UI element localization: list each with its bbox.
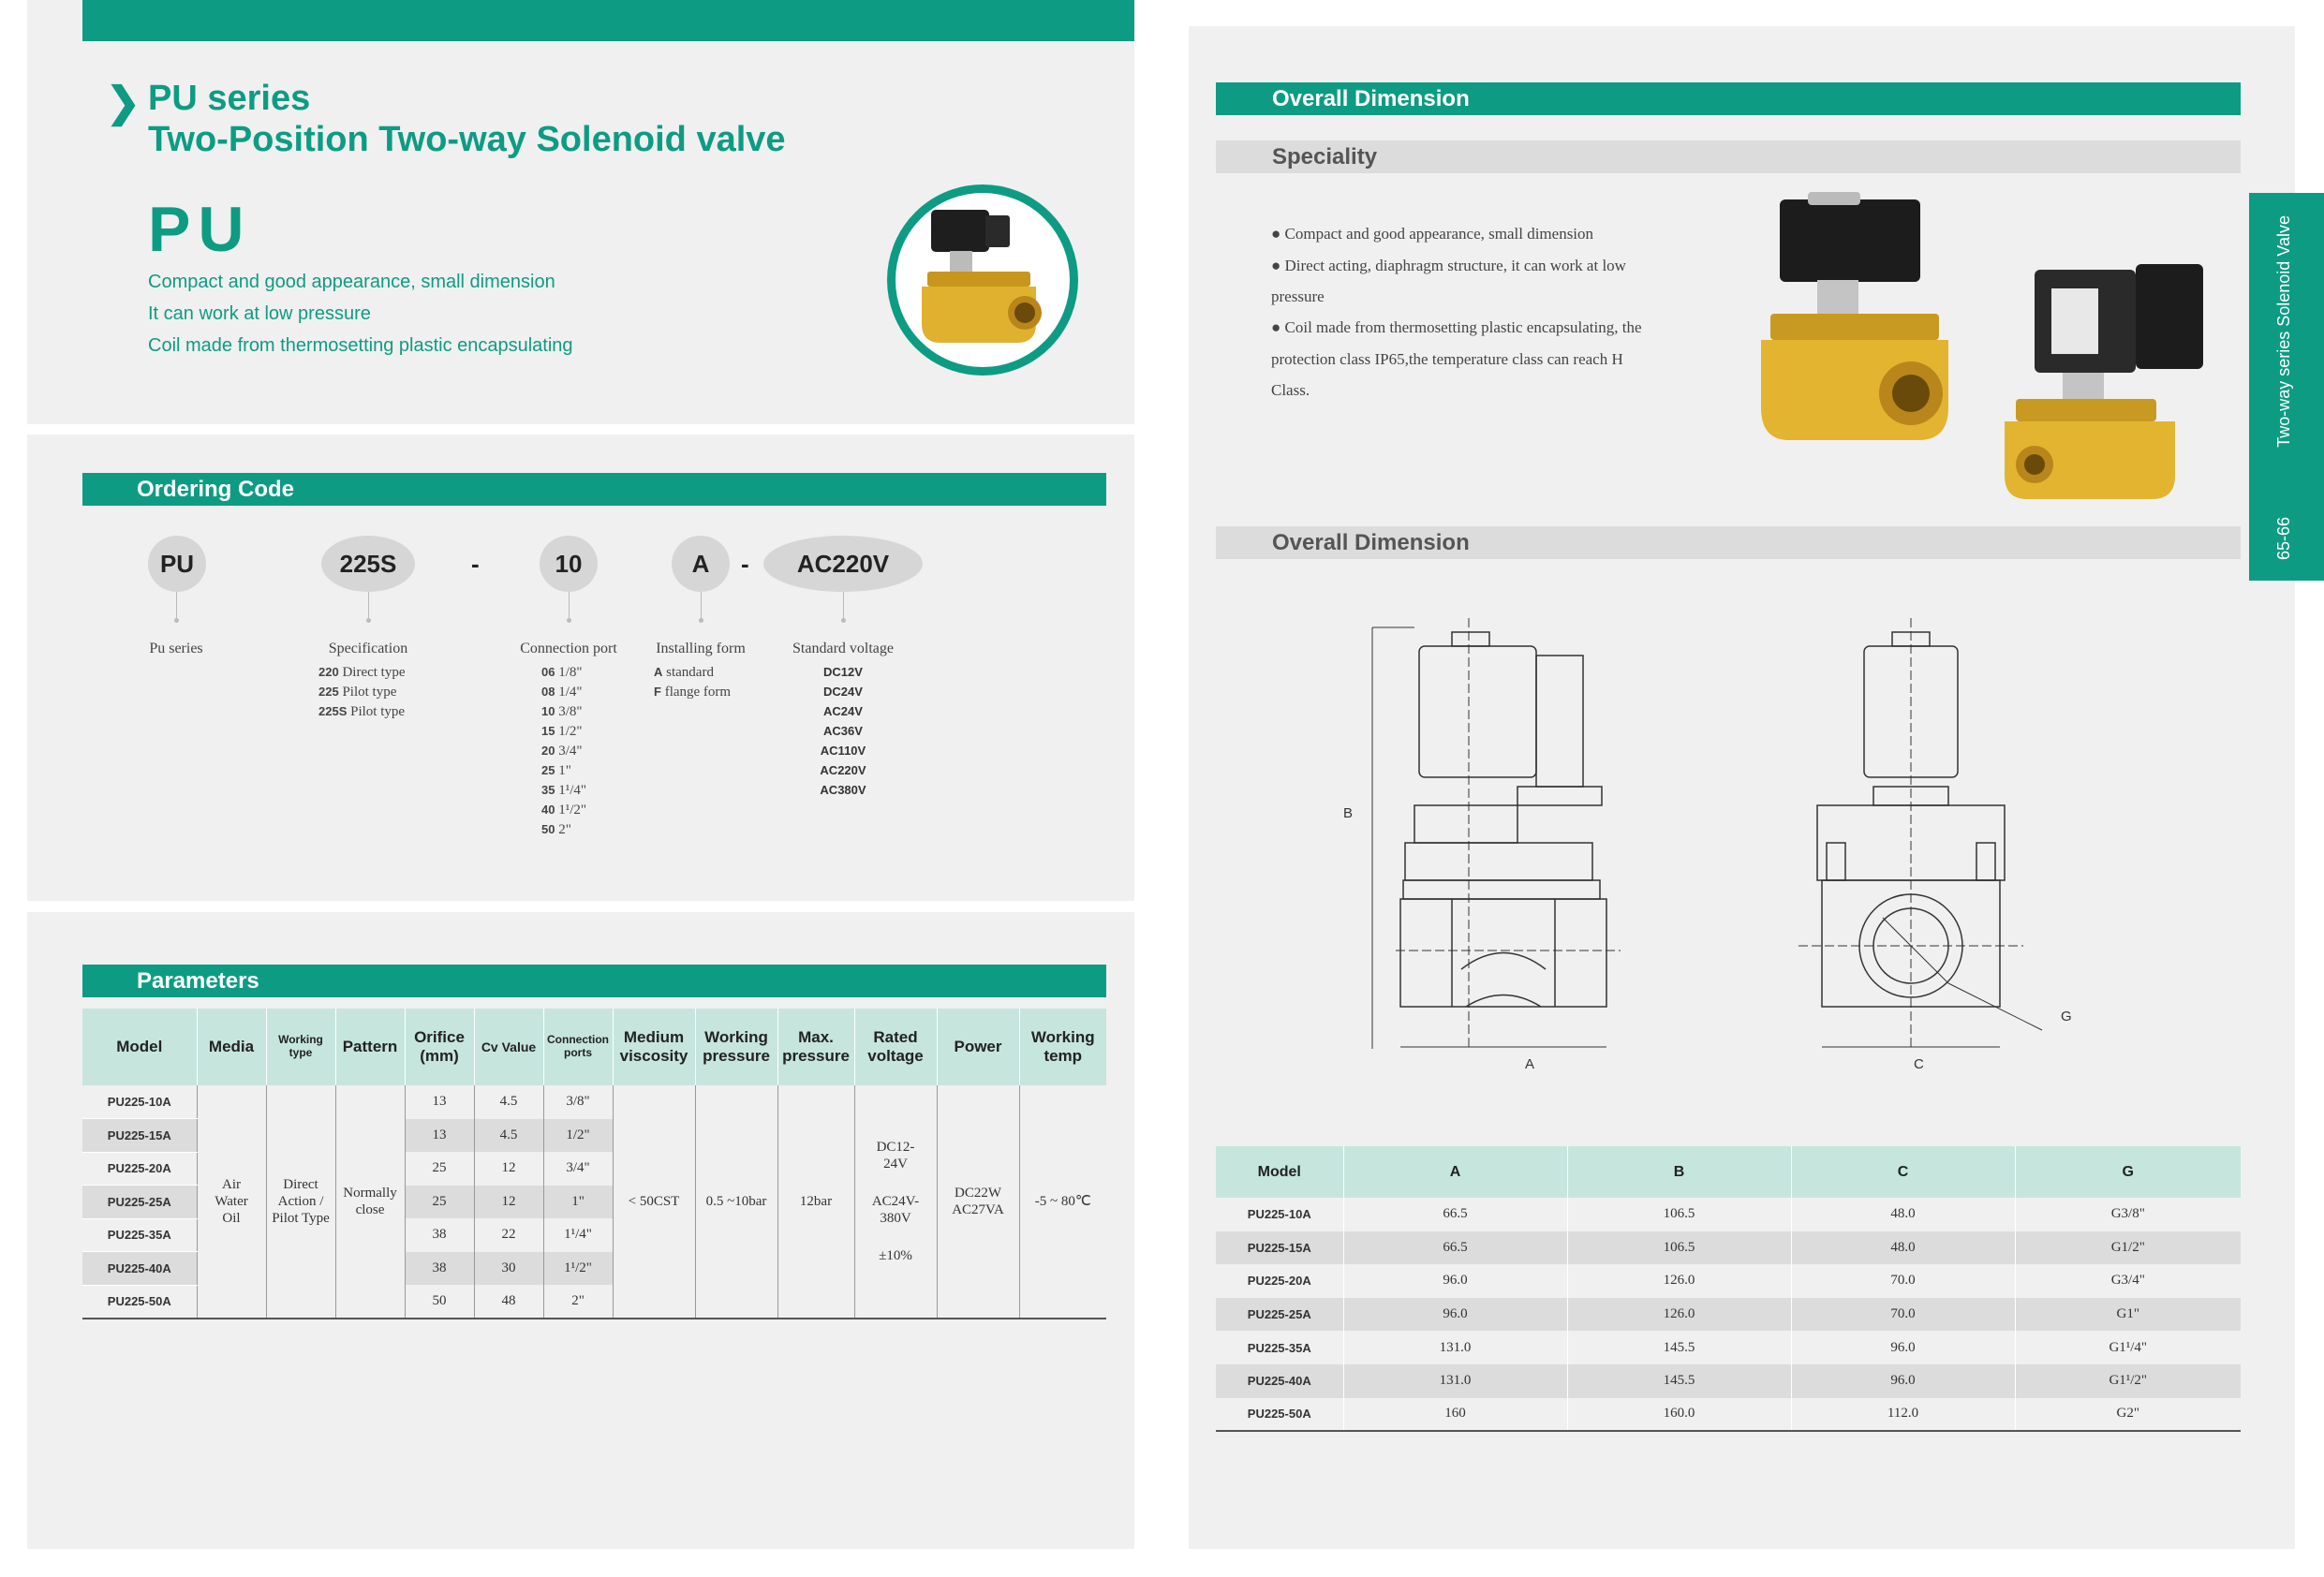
feature-line: It can work at low pressure — [148, 303, 371, 324]
table-row — [1216, 1298, 2241, 1332]
cell-model: PU225-25A — [82, 1186, 197, 1219]
spec-option — [318, 704, 405, 720]
table-row — [1216, 1231, 2241, 1265]
cell-working-pressure: 0.5 ~10bar — [695, 1085, 777, 1319]
table-row — [1216, 1264, 2241, 1298]
cell-cv: 48 — [474, 1285, 543, 1319]
label-voltage: Standard voltage — [792, 641, 894, 656]
cell-working-type — [266, 1085, 335, 1319]
th-max-pressure: Max. pressure — [777, 1009, 854, 1085]
cell-model: PU225-35A — [82, 1218, 197, 1252]
voltage-option: AC380V — [820, 783, 866, 797]
option-label: standard — [666, 665, 714, 680]
table-row — [1216, 1198, 2241, 1231]
cell-orifice: 13 — [405, 1085, 474, 1119]
dimension-drawing — [1330, 599, 2098, 1086]
th-cv: Cv Value — [474, 1009, 543, 1085]
cell-media — [197, 1085, 266, 1319]
option-code: 25 — [541, 763, 555, 777]
connector-line — [176, 592, 177, 620]
cell-model: PU225-10A — [1216, 1198, 1343, 1231]
product-code: PU — [148, 194, 252, 265]
cell-model: PU225-15A — [82, 1119, 197, 1153]
cell-a: 66.5 — [1343, 1198, 1567, 1231]
cell-rated-voltage-line: 380V — [880, 1210, 911, 1226]
option-code: 225S — [318, 704, 348, 718]
option-label: Pilot type — [342, 685, 397, 700]
cell-g: G1¹/2" — [2015, 1364, 2241, 1398]
th-dim-model: Model — [1216, 1146, 1343, 1198]
th-working-type: Working type — [266, 1009, 335, 1085]
connector-line — [569, 592, 570, 620]
connector-line — [701, 592, 702, 620]
spec-option — [318, 685, 396, 700]
cell-media-line: Oil — [222, 1210, 241, 1226]
option-label: 1/4" — [558, 685, 583, 700]
option-code: A — [654, 665, 663, 679]
valve-image — [896, 193, 1070, 367]
code-dash: - — [741, 550, 749, 578]
cell-c: 70.0 — [1791, 1264, 2015, 1298]
table-row — [82, 1085, 1106, 1119]
cell-port: 1¹/2" — [543, 1252, 613, 1286]
hero-top-bar — [82, 0, 1134, 41]
cell-cv: 22 — [474, 1218, 543, 1252]
port-option — [541, 685, 583, 700]
cell-model: PU225-35A — [1216, 1331, 1343, 1364]
connector-dot — [174, 618, 179, 623]
cell-cv: 12 — [474, 1186, 543, 1219]
install-option — [654, 665, 714, 681]
cell-a: 160 — [1343, 1398, 1567, 1432]
port-option — [541, 665, 583, 681]
cell-orifice: 38 — [405, 1252, 474, 1286]
speciality-line: protection class IP65,the temperature class can reach H — [1271, 350, 1623, 368]
th-model: Model — [82, 1009, 197, 1085]
cell-b: 145.5 — [1567, 1331, 1791, 1364]
table-row — [1216, 1398, 2241, 1432]
cell-a: 131.0 — [1343, 1331, 1567, 1364]
connector-dot — [699, 618, 703, 623]
feature-line: Coil made from thermosetting plastic encapsulating — [148, 335, 573, 356]
cell-g: G2" — [2015, 1398, 2241, 1432]
feature-line: Compact and good appearance, small dimension — [148, 272, 555, 292]
cell-a: 96.0 — [1343, 1264, 1567, 1298]
cell-rated-voltage-line: ±10% — [879, 1247, 912, 1263]
parameters-body — [82, 1085, 1106, 1319]
code-pill-voltage: AC220V — [763, 536, 923, 592]
voltage-option: AC110V — [820, 744, 866, 758]
option-code: 50 — [541, 822, 555, 836]
port-option — [541, 763, 571, 779]
cell-model: PU225-40A — [1216, 1364, 1343, 1398]
cell-a: 66.5 — [1343, 1231, 1567, 1265]
cell-max-pressure: 12bar — [777, 1085, 854, 1319]
cell-cv: 4.5 — [474, 1119, 543, 1153]
th-dim-b: B — [1567, 1146, 1791, 1198]
cell-g: G3/8" — [2110, 1206, 2145, 1222]
cell-rated-voltage-line: DC12- — [876, 1139, 915, 1155]
cell-orifice: 50 — [405, 1285, 474, 1319]
cell-g: G3/4" — [2110, 1273, 2145, 1289]
option-code: 10 — [541, 704, 555, 718]
cell-media-line: Air — [222, 1176, 241, 1192]
dimension-table — [1216, 1146, 2241, 1432]
ordering-heading: Ordering Code — [82, 473, 1106, 506]
cell-g: G1/2" — [2015, 1231, 2241, 1265]
port-option — [541, 704, 583, 720]
code-dash: - — [471, 550, 480, 578]
cell-c: 96.0 — [1791, 1331, 2015, 1364]
option-code: 06 — [541, 665, 555, 679]
cell-a: 131.0 — [1343, 1364, 1567, 1398]
option-label: 1/2" — [558, 724, 583, 739]
connector-dot — [841, 618, 846, 623]
speciality-heading: Speciality — [1216, 140, 2241, 173]
dimension-heading: Overall Dimension — [1216, 526, 2241, 559]
option-label: 3/4" — [558, 744, 583, 759]
cell-g: G1" — [2015, 1298, 2241, 1332]
th-working-pressure: Working pressure — [695, 1009, 777, 1085]
cell-model: PU225-20A — [82, 1152, 197, 1186]
cell-rated-voltage-line: 24V — [883, 1156, 908, 1172]
cell-c: 48.0 — [1791, 1198, 2015, 1231]
cell-c: 112.0 — [1791, 1398, 2015, 1432]
cell-cv: 12 — [474, 1152, 543, 1186]
option-label: flange form — [664, 685, 732, 700]
th-media: Media — [197, 1009, 266, 1085]
connector-dot — [366, 618, 371, 623]
cell-power-line: DC22W — [955, 1185, 1001, 1201]
dim-label-a: A — [1525, 1056, 1535, 1072]
cell-b: 126.0 — [1567, 1298, 1791, 1332]
port-option — [541, 822, 571, 838]
label-spec: Specification — [328, 641, 408, 656]
cell-model: PU225-10A — [82, 1085, 197, 1119]
th-pattern: Pattern — [335, 1009, 405, 1085]
label-series: Pu series — [149, 641, 203, 656]
dimension-body — [1216, 1198, 2241, 1431]
cell-g: G1¹/4" — [2109, 1339, 2148, 1355]
valve-photo-front — [1752, 183, 1958, 450]
cell-media-line: Water — [215, 1193, 248, 1209]
cell-rated-voltage — [854, 1085, 937, 1319]
option-label: 1¹/4" — [558, 783, 587, 798]
speciality-line: ● Compact and good appearance, small dimension — [1271, 225, 1594, 243]
connector-line — [368, 592, 369, 620]
option-code: 15 — [541, 724, 555, 738]
option-label: 1¹/2" — [558, 803, 587, 818]
option-label: 2" — [558, 822, 571, 837]
th-viscosity: Medium viscosity — [613, 1009, 695, 1085]
option-code: F — [654, 685, 661, 699]
cell-port: 3/4" — [543, 1152, 613, 1186]
cell-model: PU225-25A — [1216, 1298, 1343, 1332]
code-pill-install: A — [672, 536, 730, 592]
th-working-temp: Working temp — [1019, 1009, 1106, 1085]
speciality-line: Class. — [1271, 381, 1310, 399]
cell-power — [937, 1085, 1019, 1319]
parameters-heading: Parameters — [82, 965, 1106, 997]
series-name: PU series — [148, 79, 311, 118]
overall-dimension-heading: Overall Dimension — [1216, 82, 2241, 115]
cell-orifice: 25 — [405, 1186, 474, 1219]
th-orifice: Orifice (mm) — [405, 1009, 474, 1085]
option-label: 3/8" — [558, 704, 583, 719]
option-label: 1/8" — [558, 665, 583, 680]
dim-label-c: C — [1914, 1056, 1924, 1072]
option-code: 20 — [541, 744, 555, 758]
dim-label-g: G — [2061, 1009, 2072, 1024]
cell-working-temp: -5 ~ 80℃ — [1019, 1085, 1106, 1319]
cell-working-type-line: Pilot Type — [272, 1210, 330, 1226]
chevron-right-icon: ❯ — [106, 80, 141, 125]
option-code: 40 — [541, 803, 555, 817]
cell-c: 96.0 — [1791, 1364, 2015, 1398]
cell-model: PU225-15A — [1216, 1231, 1343, 1265]
port-option — [541, 803, 586, 818]
cell-orifice: 13 — [405, 1119, 474, 1153]
product-image-circle — [887, 184, 1078, 376]
cell-b: 106.5 — [1567, 1198, 1791, 1231]
cell-port: 1/2" — [543, 1119, 613, 1153]
cell-viscosity: < 50CST — [613, 1085, 695, 1319]
speciality-line: pressure — [1271, 287, 1325, 305]
install-option — [654, 685, 731, 700]
option-label: Pilot type — [350, 704, 406, 719]
voltage-option: DC24V — [823, 685, 863, 699]
cell-b: 126.0 — [1567, 1264, 1791, 1298]
speciality-line: ● Coil made from thermosetting plastic encapsulating, the — [1271, 318, 1642, 336]
cell-port: 1" — [543, 1186, 613, 1219]
th-dim-g: G — [2015, 1146, 2241, 1198]
th-dim-a: A — [1343, 1146, 1567, 1198]
cell-rated-voltage-line: AC24V- — [871, 1193, 920, 1209]
cell-orifice: 25 — [405, 1152, 474, 1186]
cell-model: PU225-50A — [1216, 1398, 1343, 1432]
th-power: Power — [937, 1009, 1019, 1085]
voltage-option: DC12V — [823, 665, 863, 679]
table-row — [1216, 1364, 2241, 1398]
cell-pattern — [335, 1085, 405, 1319]
code-pill-series: PU — [148, 536, 206, 592]
cell-pattern-line: Normally — [343, 1185, 397, 1201]
parameters-table — [82, 1009, 1106, 1319]
label-port: Connection port — [520, 641, 617, 656]
option-code: 08 — [541, 685, 555, 699]
cell-working-type-line: Direct — [283, 1176, 318, 1192]
cell-cv: 4.5 — [474, 1085, 543, 1119]
option-label: 1" — [558, 763, 571, 778]
table-row — [1216, 1331, 2241, 1364]
option-code: 225 — [318, 685, 339, 699]
port-option — [541, 744, 583, 759]
th-rated-voltage: Rated voltage — [854, 1009, 937, 1085]
code-pill-spec: 225S — [321, 536, 415, 592]
cell-c: 70.0 — [1791, 1298, 2015, 1332]
option-code: 220 — [318, 665, 339, 679]
cell-pattern-line: close — [355, 1201, 385, 1217]
cell-cv: 30 — [474, 1252, 543, 1286]
cell-power-line: AC27VA — [952, 1201, 1004, 1217]
valve-photo-side — [1997, 251, 2213, 504]
th-dim-c: C — [1791, 1146, 2015, 1198]
voltage-option: AC24V — [823, 704, 863, 718]
dim-label-b: B — [1343, 805, 1354, 821]
cell-orifice: 38 — [405, 1218, 474, 1252]
cell-model: PU225-40A — [82, 1252, 197, 1286]
product-title: Two-Position Two-way Solenoid valve — [148, 120, 786, 159]
voltage-option: AC36V — [823, 724, 863, 738]
cell-b: 145.5 — [1567, 1364, 1791, 1398]
connector-line — [843, 592, 844, 620]
code-pill-port: 10 — [540, 536, 598, 592]
option-label: Direct type — [342, 665, 406, 680]
voltage-option: AC220V — [820, 763, 866, 777]
cell-model: PU225-50A — [82, 1285, 197, 1319]
cell-b: 106.5 — [1567, 1231, 1791, 1265]
cell-port: 1¹/4" — [543, 1218, 613, 1252]
side-title: Two-way series Solenoid Valve — [2274, 215, 2293, 448]
side-pages: 65-66 — [2274, 517, 2293, 561]
speciality-line: ● Direct acting, diaphragm structure, it can work at low — [1271, 257, 1626, 274]
option-code: 35 — [541, 783, 555, 797]
spec-option — [318, 665, 406, 681]
port-option — [541, 724, 583, 740]
cell-port: 2" — [543, 1285, 613, 1319]
cell-model: PU225-20A — [1216, 1264, 1343, 1298]
cell-c: 48.0 — [1791, 1231, 2015, 1265]
th-ports: Connection ports — [543, 1009, 613, 1085]
label-install: Installing form — [656, 641, 746, 656]
cell-b: 160.0 — [1567, 1398, 1791, 1432]
connector-dot — [567, 618, 571, 623]
cell-port: 3/8" — [543, 1085, 613, 1119]
cell-working-type-line: Action / — [277, 1193, 324, 1209]
port-option — [541, 783, 586, 799]
cell-a: 96.0 — [1343, 1298, 1567, 1332]
